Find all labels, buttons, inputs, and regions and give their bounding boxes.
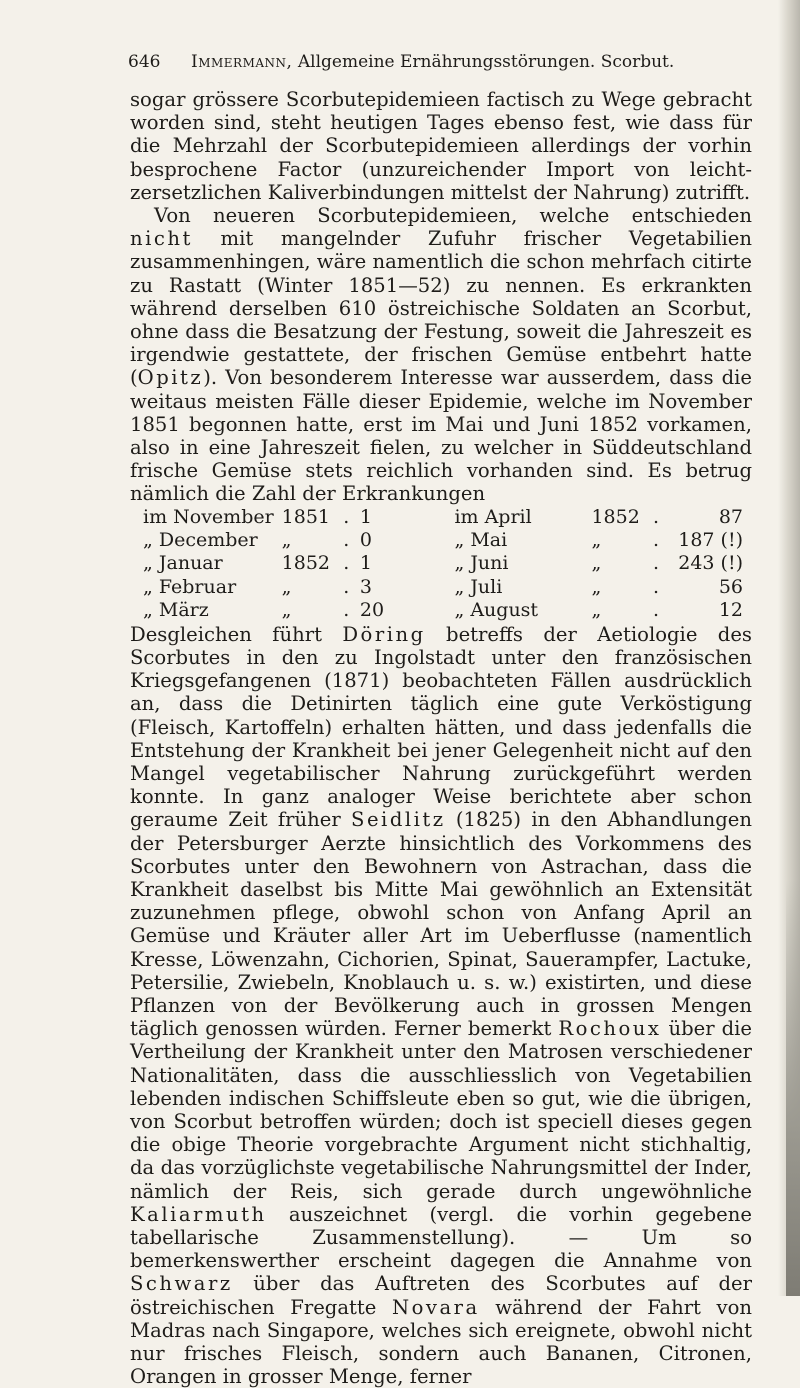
count-left-cell: 1 xyxy=(359,505,373,528)
year-right-cell: „ xyxy=(591,552,602,575)
year-right-cell: 1852 xyxy=(591,505,640,528)
paragraph-2 xyxy=(130,204,752,506)
dot-left-cell: . xyxy=(343,529,350,552)
year-right-cell: „ xyxy=(591,575,602,598)
page-number: 646 xyxy=(128,52,161,72)
year-right-cell: „ xyxy=(591,529,602,552)
dot-right-cell: . xyxy=(653,552,660,575)
year-left-cell: 1852 xyxy=(281,552,331,575)
page-edge-dark xyxy=(786,880,800,1296)
month-left-cell: „ März xyxy=(143,599,209,622)
body-text xyxy=(130,88,752,1388)
month-left-cell: „ Februar xyxy=(143,575,237,598)
case-count-table xyxy=(143,506,743,623)
text-run: Von neueren Scorbutepidemieen, welche entschieden xyxy=(154,204,752,228)
paragraph-3 xyxy=(130,623,752,1388)
dot-right-cell: . xyxy=(653,575,660,598)
count-left-cell: 3 xyxy=(359,575,373,598)
dot-left-cell: . xyxy=(343,505,350,528)
table-row xyxy=(143,599,743,622)
author-name-spaced: Döring xyxy=(342,622,426,646)
year-left-cell: „ xyxy=(281,575,292,598)
text-run: Desgleichen führt xyxy=(130,622,343,646)
text-run: mit mangelnder Zufuhr frischer Vegetabilien zusammenhingen, wäre namentlich die schon mehrfach citirte zu Rastatt (Winter 1851—52) zu nennen. Es erkrankten während derselben 610 östreichische Soldaten an Scorbut, ohne dass die Besatzung der Festung, soweit die Jahreszeit es irgendwie gestattete, der frischen Gemüse entbehrt hatte ( xyxy=(130,227,752,390)
text-run: über das Auftreten des Scorbutes auf der östreichischen Fregatte xyxy=(130,1272,752,1319)
month-right-cell: „ Mai xyxy=(454,529,508,552)
year-left-cell: „ xyxy=(281,599,292,622)
dot-left-cell: . xyxy=(343,599,350,622)
author-name-spaced: Opitz xyxy=(137,366,204,390)
table-row xyxy=(143,506,743,529)
month-right-cell: „ Juli xyxy=(454,575,503,598)
dot-right-cell: . xyxy=(653,529,660,552)
text-run: betreffs der Aetiologie des Scorbutes in den zu Ingolstadt unter den französischen Kriegsgefangenen (1871) beobachteten Fällen ausdrücklich an, dass die Detinirten täglich eine gute Verköstigung (Fleisch, Kartoffeln) erhalten hätten, und dass jedenfalls die Entstehung der Krankheit bei jener Gelegenheit nicht auf den Mangel vegetabilischer Nahrung zurückgeführt werden konnte. In ganz analoger Weise berichtete aber schon geraume Zeit früher xyxy=(130,622,752,832)
year-left-cell: „ xyxy=(281,529,292,552)
month-left-cell: im November xyxy=(143,505,274,528)
count-left-cell: 20 xyxy=(359,599,385,622)
table-row xyxy=(143,529,743,552)
text-run: ). Von besonderem Interesse war ausserdem, dass die weitaus meisten Fälle dieser Epidemie, welche im November 1851 begonnen hatte, erst im Mai und Juni 1852 vorkamen, also in eine Jahreszeit fielen, zu welcher in Süddeutschland frische Gemüse stets reichlich vorhanden sind. Es betrug nämlich die Zahl der Erkrankungen xyxy=(130,366,752,506)
author-name-spaced: Schwarz xyxy=(130,1272,233,1296)
text-run: über die Vertheilung der Krankheit unter den Matrosen verschiedener Nationalitäten, dass die ausschliesslich von Vegetabilien lebenden indischen Schiffsleute eben so gut, wie die übrigen, von Scorbut betroffen würden; doch ist speciell dieses gegen die obige Theorie vorgebrachte Argument nicht stichhaltig, da das vorzüglichste vegetabilische Nahrungsmittel der Inder, nämlich der Reis, sich gerade durch ungewöhnliche xyxy=(130,1017,752,1203)
dot-left-cell: . xyxy=(343,575,350,598)
month-right-cell: „ August xyxy=(454,599,539,622)
table-row xyxy=(143,576,743,599)
author-name-spaced: Rochoux xyxy=(558,1017,662,1041)
dot-right-cell: . xyxy=(653,505,660,528)
year-right-cell: „ xyxy=(591,599,602,622)
count-left-cell: 0 xyxy=(359,529,373,552)
header-title: Allgemeine Ernährungsstörungen. Scorbut. xyxy=(297,52,675,72)
author-name-spaced: Seidlitz xyxy=(351,808,446,832)
emphasis-spaced: Kaliarmuth xyxy=(130,1202,267,1226)
ship-name-spaced: Novara xyxy=(391,1295,480,1319)
text-run: während der Fahrt von Madras nach Singapore, welches sich ereignete, obwohl nicht nur frisches Fleisch, sondern auch Bananen, Citronen, Orangen in grosser Menge, ferner xyxy=(130,1295,752,1388)
month-right-cell: „ Juni xyxy=(454,552,509,575)
table-row xyxy=(143,552,743,575)
count-right-cell: 187 (!) xyxy=(678,529,743,552)
month-left-cell: „ Januar xyxy=(143,552,223,575)
count-left-cell: 1 xyxy=(359,552,373,575)
count-right-cell: 243 (!) xyxy=(678,552,743,575)
emphasis-spaced: nicht xyxy=(130,227,193,251)
month-left-cell: „ December xyxy=(143,529,258,552)
dot-right-cell: . xyxy=(653,599,660,622)
header-author: Immermann, xyxy=(191,52,293,72)
count-right-cell: 87 xyxy=(718,505,743,528)
text-run: (1825) in den Abhandlungen der Petersburger Aerzte hinsichtlich des Vorkommens des Scorbutes unter den Bewohnern von Astrachan, dass die Krankheit daselbst bis Mitte Mai gewöhnlich an Extensität zuzunehmen pflege, obwohl schon von Anfang April an Gemüse und Kräuter aller Art im Ueberflusse (namentlich Kresse, Löwenzahn, Cichorien, Spinat, Sauerampfer, Lactuke, Petersilie, Zwiebeln, Knoblauch u. s. w.) existirten, und diese Pflanzen von der Bevölkerung auch in grossen Mengen täglich genossen würden. Ferner bemerkt xyxy=(130,808,752,1041)
year-left-cell: 1851 xyxy=(281,505,331,528)
count-right-cell: 12 xyxy=(718,599,743,622)
running-title xyxy=(191,52,674,72)
dot-left-cell: . xyxy=(343,552,350,575)
count-right-cell: 56 xyxy=(718,575,743,598)
text-run: auszeichnet (vergl. die vorhin gegebene tabellarische Zusammenstellung). — Um so bemerkenswerther erscheint dagegen die Annahme von xyxy=(130,1202,752,1273)
paragraph-1: sogar grössere Scorbutepidemieen factisch zu Wege gebracht worden sind, steht heutigen Tages ebenso fest, wie dass für die Mehrzahl der Scorbutepidemieen allerdings der vorhin besprochene Factor (unzureichender Import von leicht-zersetzlichen Kaliverbindungen mittelst der Nahrung) zutrifft. xyxy=(130,88,752,204)
month-right-cell: im April xyxy=(454,505,532,528)
